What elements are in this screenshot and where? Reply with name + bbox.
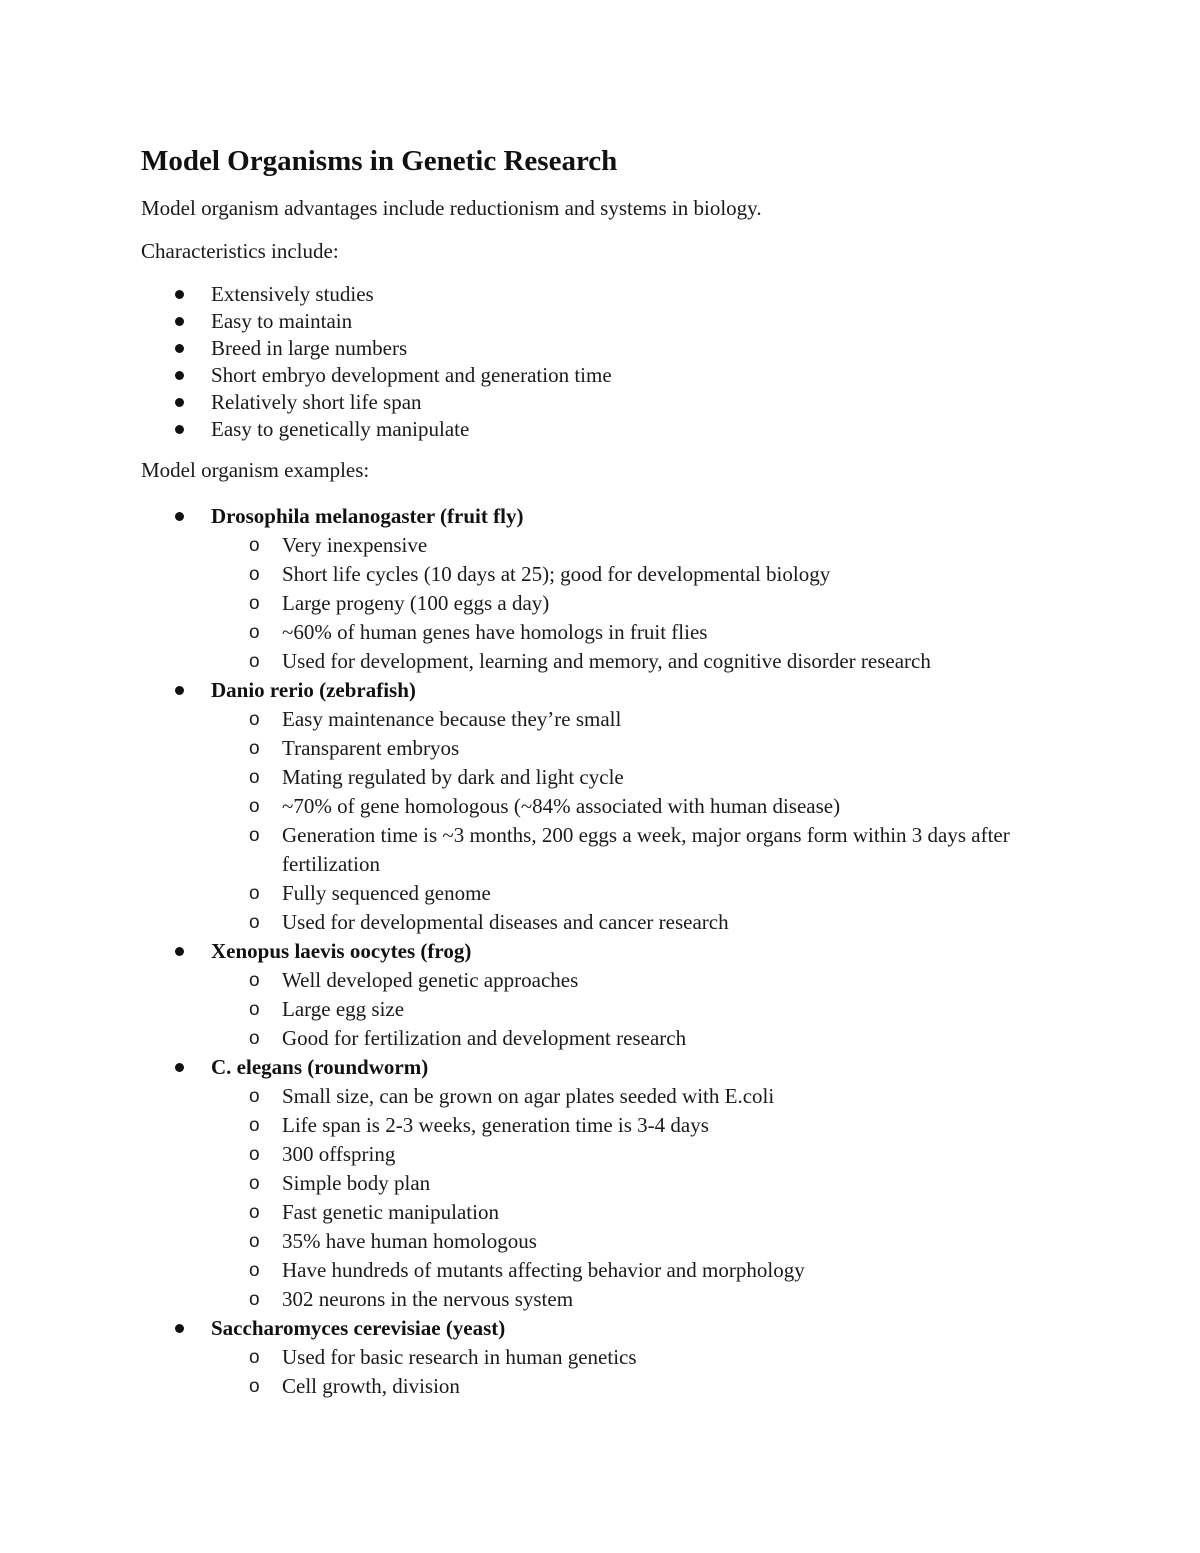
organism-list — [141, 502, 1081, 1401]
organism-name: Danio rerio (zebrafish) — [211, 678, 416, 702]
list-item: o Simple body plan — [141, 1169, 1081, 1198]
circle-bullet-icon: o — [249, 1202, 260, 1223]
list-item: Easy to maintain — [141, 308, 1081, 335]
bullet-icon — [175, 1324, 184, 1333]
organism-points — [141, 966, 1081, 1053]
list-item: Short embryo development and generation time — [141, 362, 1081, 389]
circle-bullet-icon: o — [249, 796, 260, 817]
list-item: o Generation time is ~3 months, 200 eggs a week, major organs form within 3 days after fertilization — [249, 823, 1010, 876]
bullet-icon — [175, 344, 184, 353]
list-item: o Used for basic research in human genetics — [141, 1343, 1081, 1372]
list-item: o Small size, can be grown on agar plates seeded with E.coli — [141, 1082, 1081, 1111]
circle-bullet-icon: o — [249, 1028, 260, 1049]
circle-bullet-icon: o — [249, 1231, 260, 1252]
list-item: o Large progeny (100 eggs a day) — [141, 589, 1081, 618]
list-item: o Have hundreds of mutants affecting behavior and morphology — [141, 1256, 1081, 1285]
circle-bullet-icon: o — [249, 622, 260, 643]
list-item: o Used for developmental diseases and cancer research — [141, 908, 1081, 937]
bullet-icon — [175, 398, 184, 407]
examples-label: Model organism examples: — [141, 458, 370, 482]
circle-bullet-icon: o — [249, 1289, 260, 1310]
circle-bullet-icon: o — [249, 767, 260, 788]
list-item: o 35% have human homologous — [141, 1227, 1081, 1256]
list-item: Extensively studies — [141, 281, 1081, 308]
characteristics-label: Characteristics include: — [141, 239, 339, 263]
circle-bullet-icon: o — [249, 883, 260, 904]
bullet-icon — [175, 371, 184, 380]
circle-bullet-icon: o — [249, 825, 260, 846]
circle-bullet-icon: o — [249, 535, 260, 556]
document-title: Model Organisms in Genetic Research — [141, 145, 618, 177]
organism-name: Saccharomyces cerevisiae (yeast) — [211, 1316, 506, 1340]
list-item: o 300 offspring — [141, 1140, 1081, 1169]
circle-bullet-icon: o — [249, 1144, 260, 1165]
circle-bullet-icon: o — [249, 912, 260, 933]
circle-bullet-icon: o — [249, 651, 260, 672]
organism-name: Xenopus laevis oocytes (frog) — [211, 939, 472, 963]
bullet-icon — [175, 290, 184, 299]
circle-bullet-icon: o — [249, 564, 260, 585]
characteristics-list — [141, 281, 1081, 443]
bullet-icon — [175, 425, 184, 434]
circle-bullet-icon: o — [249, 999, 260, 1020]
list-item: o Mating regulated by dark and light cycle — [141, 763, 1081, 792]
organism-points — [141, 1082, 1081, 1314]
bullet-icon — [175, 317, 184, 326]
list-item: o Fully sequenced genome — [141, 879, 1081, 908]
list-item: o Short life cycles (10 days at 25); good for developmental biology — [141, 560, 1081, 589]
organism-points — [141, 1343, 1081, 1401]
organism-item — [141, 502, 1081, 676]
list-item: Easy to genetically manipulate — [141, 416, 1081, 443]
circle-bullet-icon: o — [249, 709, 260, 730]
list-item: o Very inexpensive — [141, 531, 1081, 560]
circle-bullet-icon: o — [249, 1260, 260, 1281]
list-item: Breed in large numbers — [141, 335, 1081, 362]
circle-bullet-icon: o — [249, 1347, 260, 1368]
organism-item — [141, 1314, 1081, 1401]
list-item: o Well developed genetic approaches — [141, 966, 1081, 995]
list-item: o Good for fertilization and development research — [141, 1024, 1081, 1053]
circle-bullet-icon: o — [249, 738, 260, 759]
list-item: o Cell growth, division — [141, 1372, 1081, 1401]
list-item: o ~60% of human genes have homologs in fruit flies — [141, 618, 1081, 647]
list-item: o Large egg size — [141, 995, 1081, 1024]
organism-points — [141, 705, 1081, 937]
list-item: Relatively short life span — [141, 389, 1081, 416]
list-item: o Transparent embryos — [141, 734, 1081, 763]
intro-paragraph: Model organism advantages include reductionism and systems in biology. — [141, 196, 762, 220]
list-item: o Fast genetic manipulation — [141, 1198, 1081, 1227]
organism-item — [141, 1053, 1081, 1314]
list-item: o Life span is 2-3 weeks, generation time is 3-4 days — [141, 1111, 1081, 1140]
list-item: o Used for development, learning and memory, and cognitive disorder research — [141, 647, 1081, 676]
list-item: o Easy maintenance because they’re small — [141, 705, 1081, 734]
organism-item — [141, 676, 1081, 937]
organism-name: C. elegans (roundworm) — [211, 1055, 429, 1079]
circle-bullet-icon: o — [249, 1086, 260, 1107]
bullet-icon — [175, 947, 184, 956]
circle-bullet-icon: o — [249, 1115, 260, 1136]
document-page — [141, 142, 1081, 1401]
organism-points — [141, 531, 1081, 676]
circle-bullet-icon: o — [249, 1376, 260, 1397]
organism-name: Drosophila melanogaster (fruit fly) — [211, 504, 524, 528]
organism-item — [141, 937, 1081, 1053]
circle-bullet-icon: o — [249, 970, 260, 991]
circle-bullet-icon: o — [249, 1173, 260, 1194]
bullet-icon — [175, 1063, 184, 1072]
circle-bullet-icon: o — [249, 593, 260, 614]
list-item: o ~70% of gene homologous (~84% associated with human disease) — [141, 792, 1081, 821]
list-item: o 302 neurons in the nervous system — [141, 1285, 1081, 1314]
bullet-icon — [175, 512, 184, 521]
bullet-icon — [175, 686, 184, 695]
